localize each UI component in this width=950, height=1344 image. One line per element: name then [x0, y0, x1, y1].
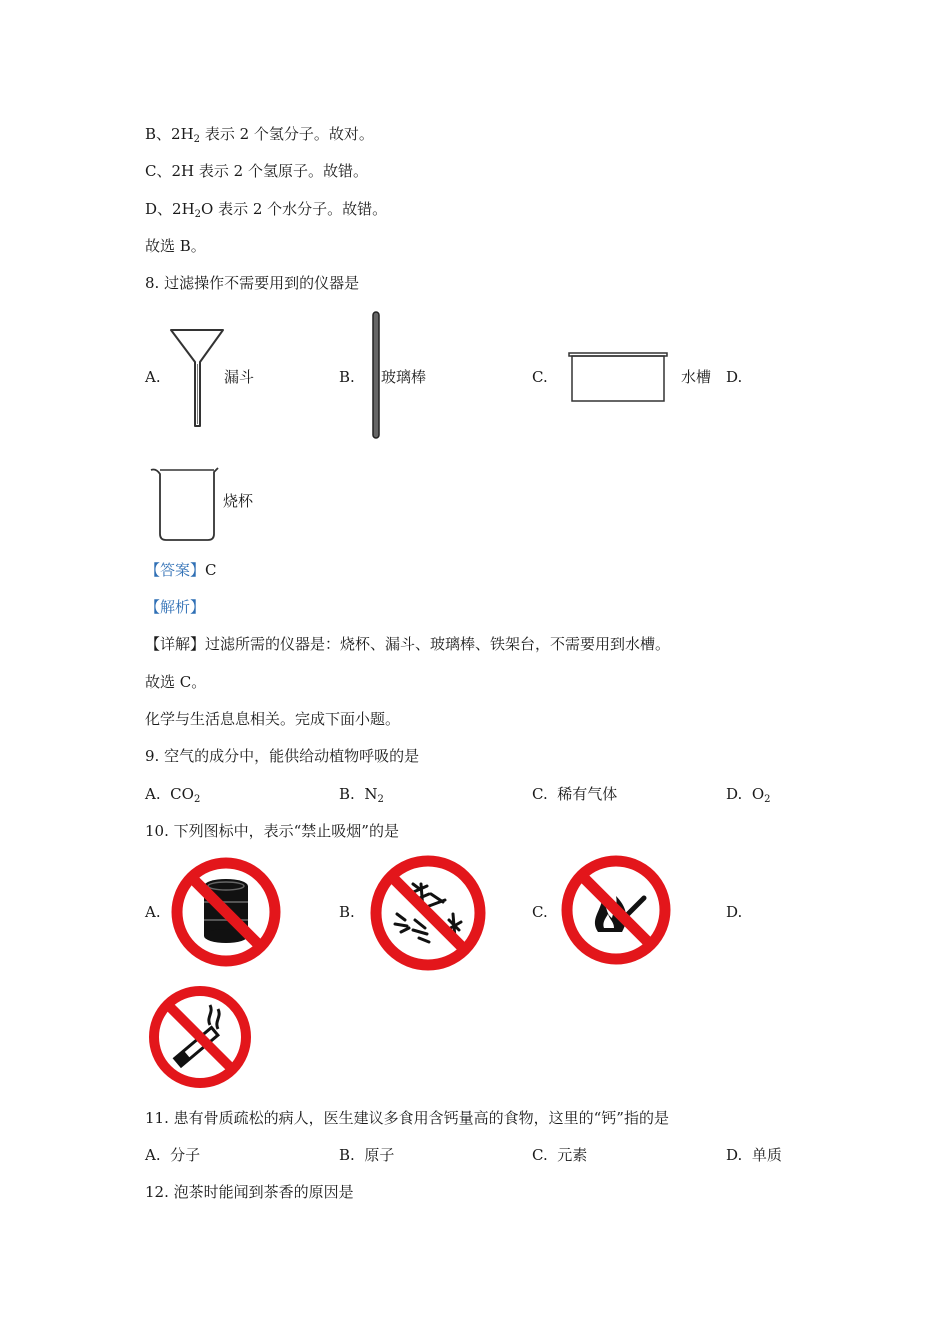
no-smoking-icon: [148, 985, 252, 1089]
q8-option-c-letter: C.: [532, 368, 548, 386]
q8-option-b-letter: B.: [339, 368, 355, 386]
q9-option-b: B. $N_2$: [339, 785, 384, 805]
funnel-icon: [170, 328, 226, 428]
q8-option-a-letter: A.: [145, 368, 161, 386]
choose-c-conclusion: 故选 C。: [145, 673, 207, 691]
q9-option-c: C. 稀有气体: [532, 785, 618, 803]
q8-option-d-letter: D.: [726, 368, 743, 386]
q10-option-a-letter: A.: [145, 903, 161, 921]
answer-value: C: [205, 561, 217, 579]
q8-option-d-label: 烧杯: [223, 492, 254, 510]
question-8-stem: 8. 过滤操作不需要用到的仪器是: [145, 274, 360, 292]
question-10-stem: 10. 下列图标中，表示“禁止吸烟”的是: [145, 822, 399, 840]
q10-option-b-letter: B.: [339, 903, 355, 921]
option-c-explanation: C、2H 表示 2 个氢原子。故错。: [145, 162, 368, 180]
glass-rod-icon: [371, 311, 381, 439]
q10-option-d-letter: D.: [726, 903, 743, 921]
question-12-stem: 12. 泡茶时能闻到茶香的原因是: [145, 1183, 354, 1201]
answer-bracket: 【答案】: [145, 561, 206, 579]
no-oil-drum-icon: [170, 856, 282, 968]
analysis-heading: 【解析】: [145, 598, 206, 616]
q8-option-c-label: 水槽: [681, 368, 712, 386]
answer-line: [145, 560, 217, 580]
q9-option-a: A. $CO_2$: [145, 785, 201, 805]
detail-line: 【详解】过滤所需的仪器是：烧杯、漏斗、玻璃棒、铁架台，不需要用到水槽。: [145, 635, 671, 653]
q11-option-b: B. 原子: [339, 1146, 395, 1164]
q10-option-c-letter: C.: [532, 903, 548, 921]
choose-b-conclusion: 故选 B。: [145, 237, 206, 255]
q8-option-a-label: 漏斗: [224, 368, 255, 386]
question-11-stem: 11. 患有骨质疏松的病人，医生建议多食用含钙量高的食物，这里的“钙”指的是: [145, 1109, 669, 1127]
q9-option-d: D. $O_2$: [726, 785, 771, 805]
q11-option-a: A. 分子: [145, 1146, 201, 1164]
q11-option-d: D. 单质: [726, 1146, 782, 1164]
section-intro: 化学与生活息息相关。完成下面小题。: [145, 710, 401, 728]
no-open-flame-icon: [560, 854, 672, 966]
beaker-icon: [148, 466, 220, 542]
no-fireworks-icon: [369, 854, 487, 972]
option-d-explanation: D、$2H_2O$ 表示 2 个水分子。故错。: [145, 200, 388, 220]
option-b-explanation: B、$2H_2$ 表示 2 个氢分子。故对。: [145, 125, 374, 145]
water-trough-icon: [568, 351, 668, 403]
question-9-stem: 9. 空气的成分中，能供给动植物呼吸的是: [145, 747, 420, 765]
q11-option-c: C. 元素: [532, 1146, 588, 1164]
q8-option-b-label: 玻璃棒: [381, 368, 427, 386]
